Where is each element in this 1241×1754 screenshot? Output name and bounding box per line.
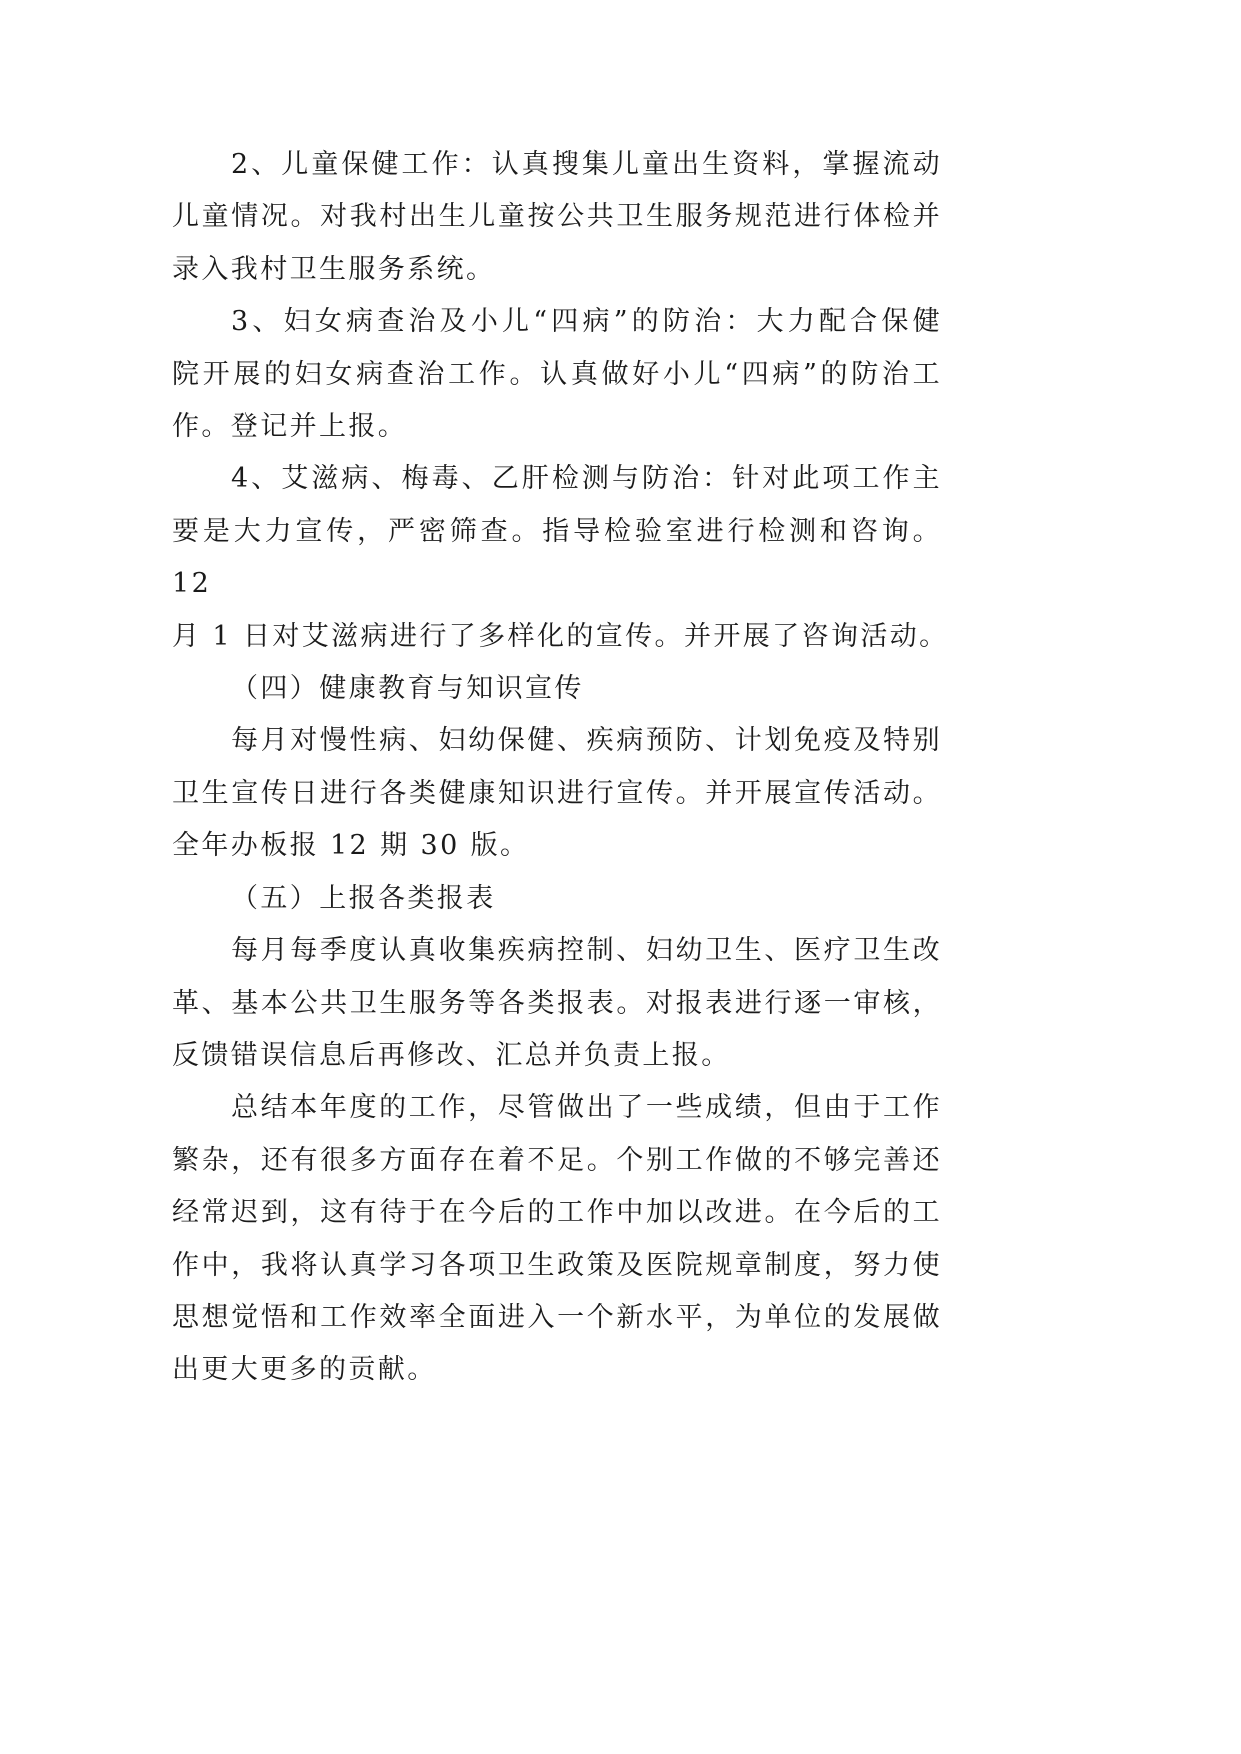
paragraph-women-disease: [172, 296, 942, 453]
text-line: 每月每季度认真收集疾病控制、妇幼卫生、医疗卫生改: [231, 935, 942, 967]
paragraph-aids-prevention: [172, 453, 949, 663]
text-line: 反馈错误信息后再修改、汇总并负责上报。: [172, 1039, 731, 1071]
section-heading: （四）健康教育与知识宣传: [231, 673, 584, 705]
text-line: 要是大力宣传，严密筛查。指导检验室进行检测和咨询。12: [172, 515, 942, 600]
text-line: 思想觉悟和工作效率全面进入一个新水平，为单位的发展做: [172, 1301, 942, 1333]
paragraph-child-health: [172, 139, 942, 296]
text-line: 录入我村卫生服务系统。: [172, 253, 496, 285]
text-line: 2、儿童保健工作：认真搜集儿童出生资料，掌握流动: [231, 149, 942, 180]
text-line: 总结本年度的工作，尽管做出了一些成绩，但由于工作: [231, 1092, 942, 1124]
text-line: 院开展的妇女病查治工作。认真做好小儿“四病”的防治工: [172, 358, 942, 390]
text-line: 出更大更多的贡献。: [172, 1354, 437, 1386]
text-line: 经常迟到，这有待于在今后的工作中加以改进。在今后的工: [172, 1197, 942, 1229]
text-line: 革、基本公共卫生服务等各类报表。对报表进行逐一审核，: [172, 987, 942, 1019]
text-line: 作。登记并上报。: [172, 411, 408, 443]
text-line: 4、艾滋病、梅毒、乙肝检测与防治：针对此项工作主: [231, 463, 942, 495]
text-line: 作中，我将认真学习各项卫生政策及医院规章制度，努力使: [172, 1249, 942, 1281]
text-line: 3、妇女病查治及小儿“四病”的防治：大力配合保健: [231, 306, 942, 338]
section-heading-reports: [172, 873, 942, 925]
paragraph-reports: [172, 925, 942, 1082]
text-line: 儿童情况。对我村出生儿童按公共卫生服务规范进行体检并: [172, 201, 942, 233]
text-line: 卫生宣传日进行各类健康知识进行宣传。并开展宣传活动。: [172, 777, 942, 809]
text-line: 全年办板报 12 期 30 版。: [172, 830, 530, 862]
section-heading: （五）上报各类报表: [231, 882, 496, 914]
document-body: [172, 139, 949, 1397]
text-line: 月 1 日对艾滋病进行了多样化的宣传。并开展了咨询活动。: [172, 620, 949, 652]
paragraph-health-education: [172, 715, 942, 872]
section-heading-health-education: [172, 663, 942, 715]
paragraph-summary: [172, 1082, 942, 1396]
text-line: 繁杂，还有很多方面存在着不足。个别工作做的不够完善还: [172, 1144, 942, 1176]
text-line: 每月对慢性病、妇幼保健、疾病预防、计划免疫及特别: [231, 725, 942, 757]
